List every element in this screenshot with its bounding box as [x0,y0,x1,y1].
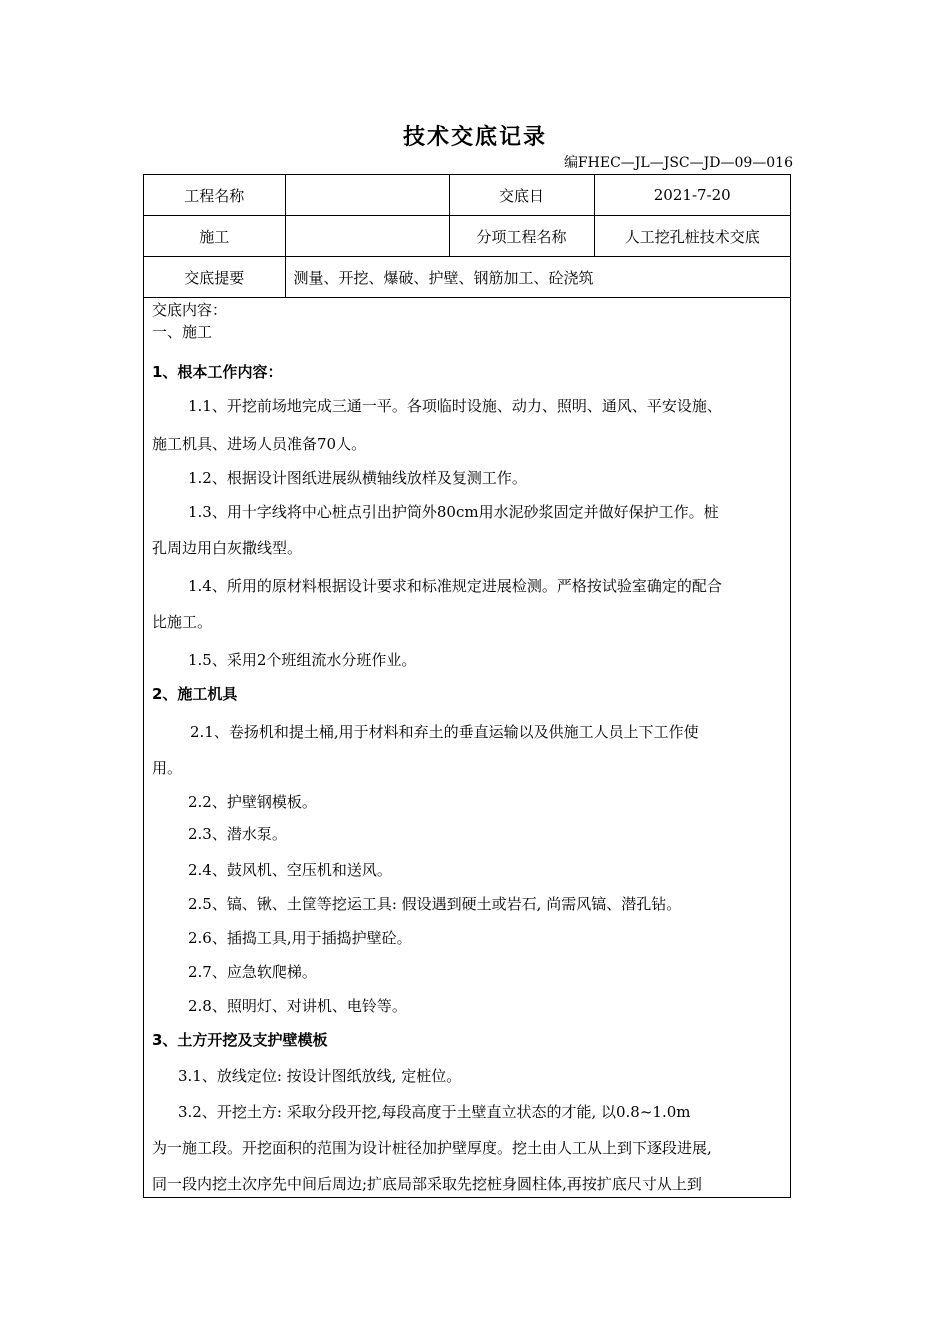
date-label: 交底日 [449,175,594,216]
section-heading-basic-work: 1、根本工作内容： [152,363,283,381]
document-code: 编FHEC—JL—JSC—JD—09—016 [563,155,793,171]
project-name-label: 工程名称 [144,175,285,216]
text-line: 2.1、卷扬机和提土桶,用于材料和弃土的垂直运输以及供施工人员上下工作使 [190,723,699,741]
text-line: 2.4、鼓风机、空压机和送风。 [188,861,392,879]
project-name-value [285,175,449,216]
text-line: 同一段内挖土次序先中间后周边;扩底局部采取先挖桩身圆柱体,再按扩底尺寸从上到 [152,1175,702,1193]
sub-project-label: 分项工程名称 [449,216,594,257]
text-line: 用。 [152,759,183,777]
sub-project-value: 人工挖孔桩技术交底 [594,216,790,257]
section-heading-construction: 一、施工 [152,323,213,341]
summary-value: 测量、开挖、爆破、护壁、钢筋加工、砼浇筑 [285,257,790,298]
section-heading-machinery: 2、施工机具 [152,685,238,703]
record-frame [143,174,791,1198]
document-title: 技术交底记录 [402,125,547,150]
text-line: 孔周边用白灰撒线型。 [152,539,303,557]
text-line: 2.5、镐、锹、土筐等挖运工具: 假设遇到硬土或岩石, 尚需风镐、潜孔钻。 [188,895,682,913]
table-row [144,216,790,257]
table-row [144,257,790,298]
text-line: 2.2、护壁钢模板。 [188,793,317,811]
text-line: 2.7、应急软爬梯。 [188,963,317,981]
date-value: 2021-7-20 [594,175,790,216]
content-heading: 交底内容： [152,301,228,319]
info-table [144,175,790,298]
summary-label: 交底提要 [144,257,285,298]
text-line: 为一施工段。开挖面积的范围为设计桩径加护壁厚度。挖土由人工从上到下逐段进展, [152,1139,712,1157]
construction-label: 施工 [144,216,285,257]
construction-value [285,216,449,257]
text-line: 施工机具、进场人员准备70人。 [152,435,367,453]
text-line: 2.6、插捣工具,用于插捣护壁砼。 [188,929,412,947]
text-line: 3.1、放线定位: 按设计图纸放线, 定桩位。 [178,1067,462,1085]
text-line: 2.3、潜水泵。 [188,825,287,843]
text-line: 1.5、采用2个班组流水分班作业。 [188,651,417,669]
text-line: 1.3、用十字线将中心桩点引出护筒外80cm用水泥砂浆固定并做好保护工作。桩 [188,503,719,521]
text-line: 比施工。 [152,613,213,631]
text-line: 2.8、照明灯、对讲机、电铃等。 [188,997,407,1015]
text-line: 1.4、所用的原材料根据设计要求和标准规定进展检测。严格按试验室确定的配合 [188,577,722,595]
text-line: 1.2、根据设计图纸进展纵横轴线放样及复测工作。 [188,469,527,487]
text-line: 1.1、开挖前场地完成三通一平。各项临时设施、动力、照明、通风、平安设施、 [188,397,722,415]
section-heading-excavation: 3、土方开挖及支护壁模板 [152,1031,328,1049]
text-line: 3.2、开挖土方: 采取分段开挖,每段高度于土壁直立状态的才能, 以0.8~1.0m [178,1103,691,1121]
table-row [144,175,790,216]
